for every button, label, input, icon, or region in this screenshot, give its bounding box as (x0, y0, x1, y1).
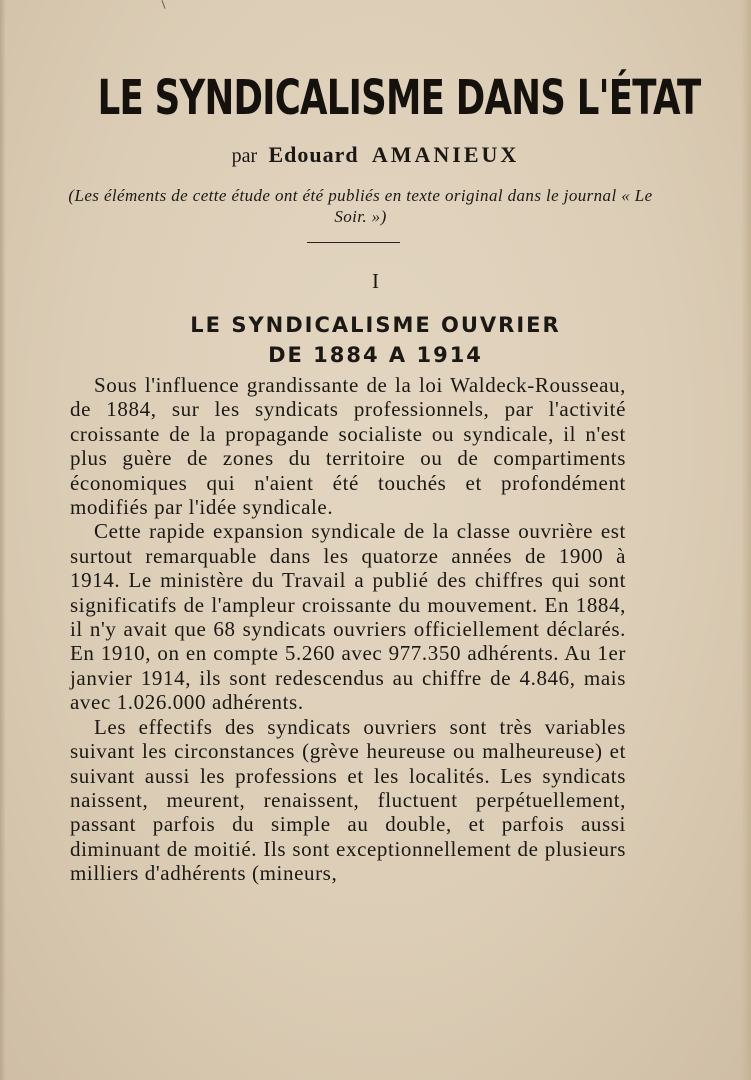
section-title-line-1: LE SYNDICALISME OUVRIER (190, 313, 561, 337)
author-first-name: Edouard (268, 142, 359, 167)
byline-par: par (231, 145, 258, 167)
divider (307, 242, 400, 243)
body-text (70, 373, 626, 886)
print-mark (161, 0, 165, 9)
paragraph: Sous l'influence grandissante de la loi Waldeck-Rousseau, de 1884, sur les syndicats professionnels, par l'activité croissante de la propagande socialiste ou syndicale, il n'est plus guère de zones du territoire ou de compartiments économiques qui n'aient été touchés et profondément modifiés par l'idée syndicale. (70, 373, 626, 520)
byline (0, 144, 751, 166)
section-numeral: I (372, 269, 379, 293)
section-title (0, 310, 751, 370)
paragraph: Les effectifs des syndicats ouvriers sont très variables suivant les circonstances (grève heureuse ou malheureuse) et suivant aussi les professions et les localités. Les syndicats naissent, meurent, renaissent, fluctuent perpétuellement, passant parfois du simple au double, et parfois aussi diminuant de moitié. Ils sont exceptionnellement de plusieurs milliers d'adhérents (mineurs, (70, 714, 626, 886)
section-title-line-2: DE 1884 A 1914 (268, 343, 483, 367)
publication-note: (Les éléments de cette étude ont été publiés en texte original dans le journal « Le Soir. ») (68, 186, 653, 226)
page-title: LE SYNDICALISME DANS L'ÉTAT (97, 70, 701, 126)
paragraph: Cette rapide expansion syndicale de la classe ouvrière est surtout remarquable dans les quatorze années de 1900 à 1914. Le ministère du Travail a publié des chiffres qui sont significatifs de l'ampleur croissante du mouvement. En 1884, il n'y avait que 68 syndicats ouvriers officiellement déclarés. En 1910, on en compte 5.260 avec 977.350 adhérents. Au 1er janvier 1914, ils sont redescendus au chiffre de 4.846, mais avec 1.026.000 adhérents. (70, 519, 626, 715)
author-last-name: AMANIEUX (371, 142, 520, 167)
